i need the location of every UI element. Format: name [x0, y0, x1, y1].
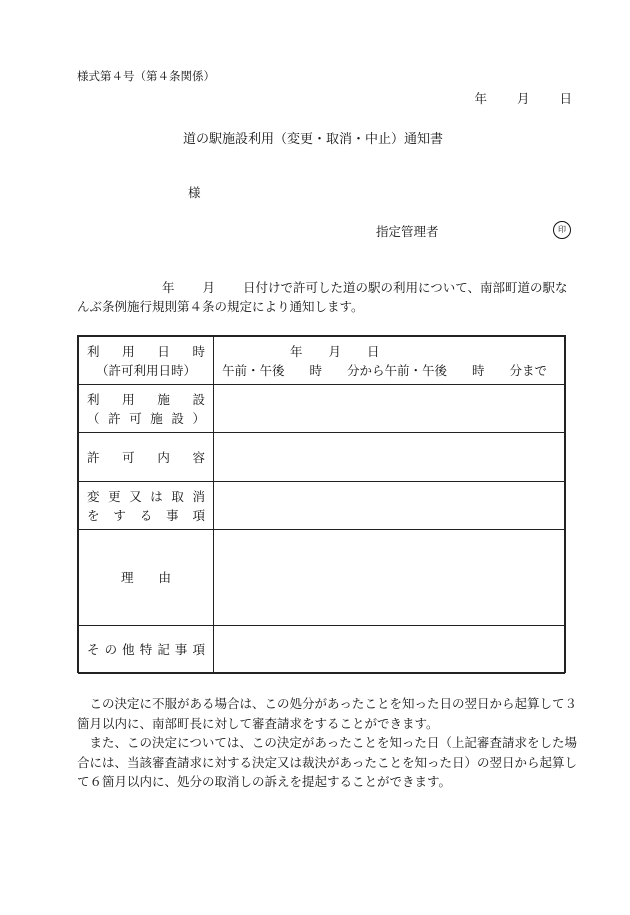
date-day: 日 — [559, 91, 572, 106]
note-paragraph-2: また、この決定については、この決定があったことを知った日（上記審査請求をした場合には、当該審査請求に対する決定又は裁決があったことを知った日）の翌日から起算して６箇月以内に、処分の取消しの訴えを提起することができます。 — [77, 735, 577, 789]
label-permission: 許 可 内 容 — [79, 433, 214, 482]
note-paragraph-1: この決定に不服がある場合は、この処分があったことを知った日の翌日から起算して３箇月以内に、南部町長に対して審査請求をすることができます。 — [77, 696, 577, 731]
label-other: そ の 他 特 記 事 項 — [79, 626, 214, 674]
table-row-other — [79, 626, 565, 674]
recipient-suffix: 様 — [188, 185, 201, 200]
value-permission[interactable] — [214, 433, 565, 482]
label-change: 変 更 又 は 取 消 を す る 事 項 — [79, 482, 214, 530]
value-facility[interactable] — [214, 385, 565, 433]
intro-text: 日付けで許可した道の駅の利用について、南部町道の駅なんぶ条例施行規則第４条の規定により通知します。 — [77, 280, 568, 314]
issue-date — [448, 89, 572, 107]
issuer-label: 指定管理者 — [376, 224, 439, 239]
datetime-time: 午前・午後 時 分から午前・午後 時 分まで — [222, 362, 548, 378]
intro-paragraph — [77, 278, 577, 316]
value-datetime[interactable] — [214, 337, 565, 385]
details-table — [77, 335, 566, 673]
intro-month: 月 — [202, 280, 216, 295]
datetime-ymd: 年 月 日 — [290, 343, 380, 359]
value-other[interactable] — [214, 626, 565, 674]
label-datetime-main: 利 用 日 時 — [87, 343, 205, 359]
label-datetime-sub: （許可利用日時） — [95, 362, 196, 378]
date-month: 月 — [516, 91, 530, 106]
intro-year: 年 — [162, 280, 175, 295]
form-number: 様式第４号（第４条関係） — [77, 69, 215, 83]
value-reason[interactable] — [214, 530, 565, 626]
label-facility: 利 用 施 設 （ 許 可 施 設 ） — [79, 385, 214, 433]
seal-mark: 印 — [553, 221, 571, 239]
table-row-facility — [79, 385, 565, 433]
table-row-reason — [79, 530, 565, 626]
label-datetime — [79, 337, 214, 385]
appeal-notes — [77, 694, 577, 792]
date-year: 年 — [474, 91, 487, 106]
table-row-change — [79, 482, 565, 530]
label-reason: 理 由 — [79, 530, 214, 626]
value-change[interactable] — [214, 482, 565, 530]
table-row-permission — [79, 433, 565, 482]
table-row-datetime — [79, 337, 565, 385]
document-title: 道の駅施設利用（変更・取消・中止）通知書 — [183, 132, 444, 147]
